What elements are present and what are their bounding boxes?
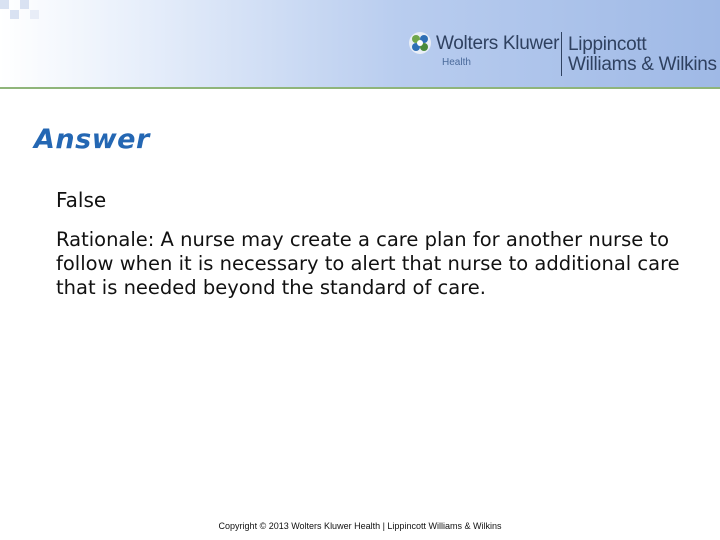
wolters-kluwer-logo-icon (408, 31, 432, 55)
company-name: Wolters Kluwer (436, 33, 560, 54)
imprint-name-line2: Williams & Wilkins (568, 54, 717, 75)
copyright-footer: Copyright © 2013 Wolters Kluwer Health | Lippincott Williams & Wilkins (218, 521, 502, 531)
slide-title: Answer (34, 124, 150, 155)
answer-text: False (56, 188, 107, 212)
logo-divider (561, 32, 562, 76)
slide-header-banner (0, 0, 720, 88)
decorative-tiles (0, 0, 40, 22)
imprint-name-line1: Lippincott (568, 34, 647, 55)
rationale-text: Rationale: A nurse may create a care plan for another nurse to follow when it is necessary to alert that nurse to additional care that is needed beyond the standard of care. (56, 228, 680, 299)
division-name: Health (442, 57, 471, 68)
header-rule (0, 87, 720, 89)
